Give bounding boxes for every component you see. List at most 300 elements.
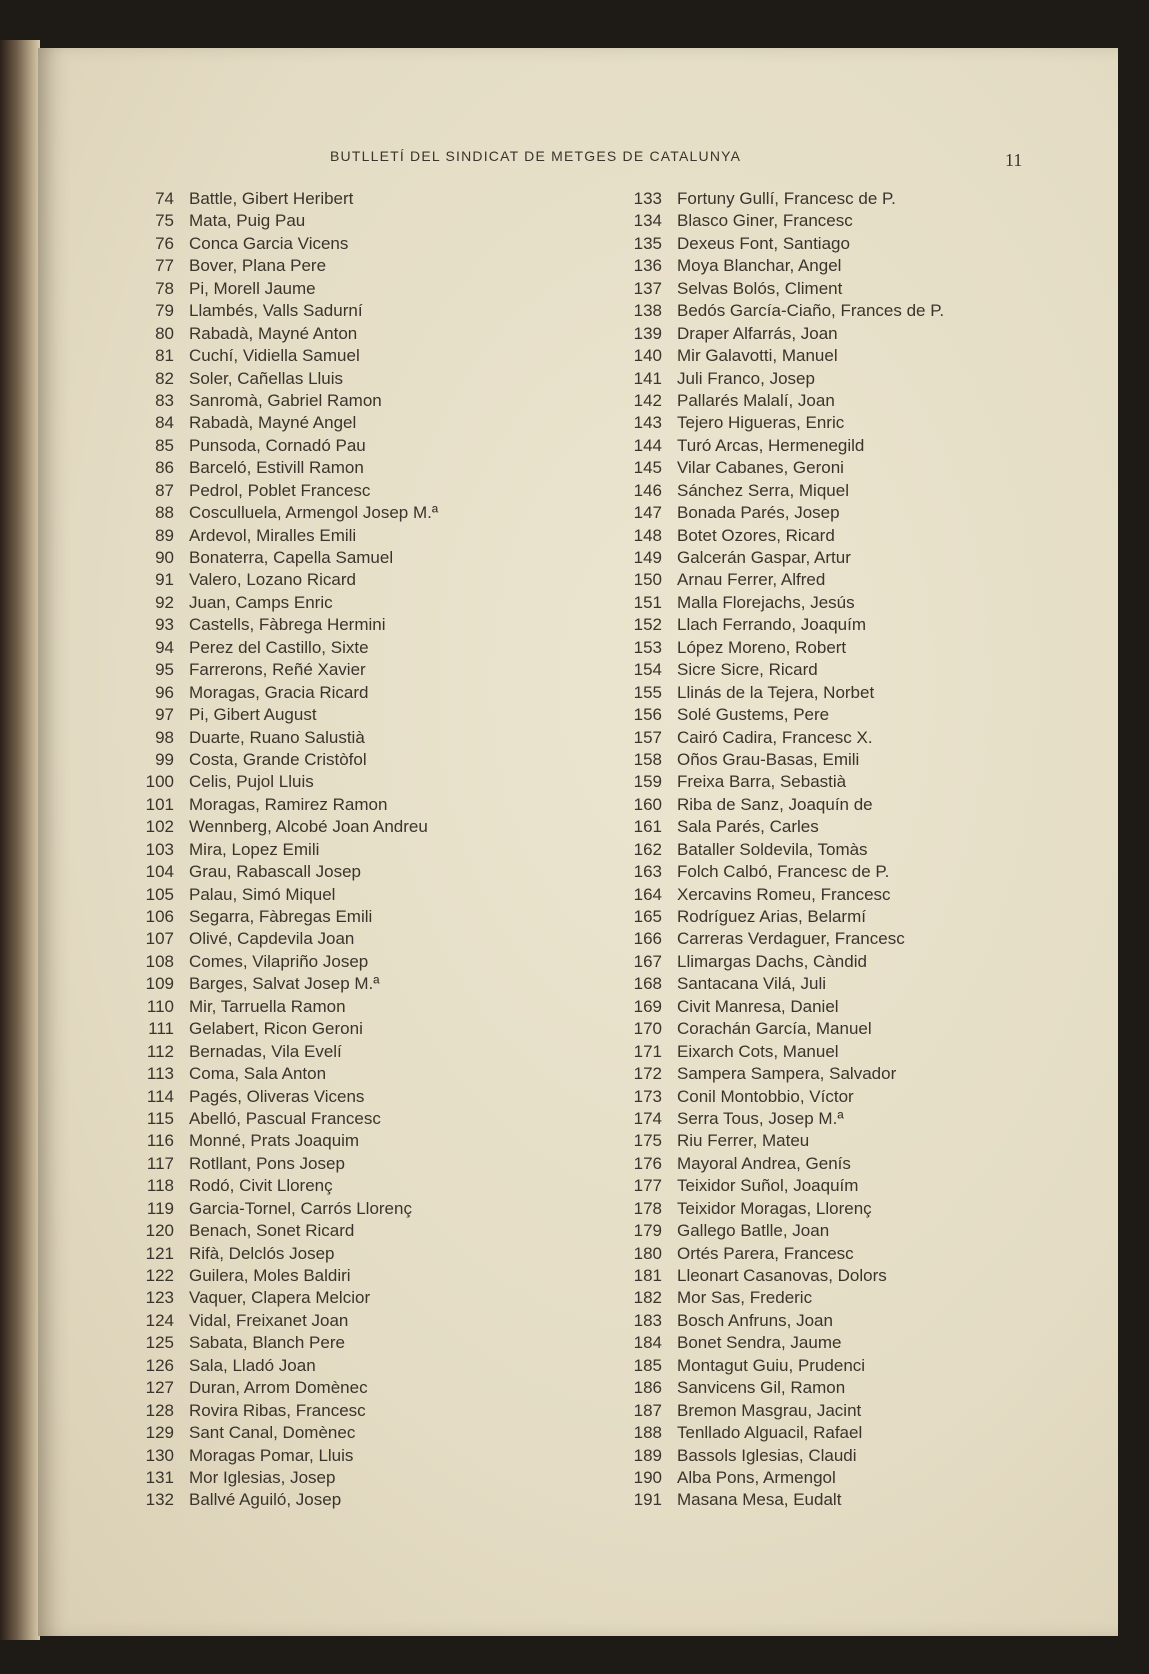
entry-number: 79 — [155, 301, 174, 321]
entry-number: 172 — [633, 1064, 662, 1084]
entry-number: 185 — [633, 1355, 662, 1375]
entry-name: Olivé, Capdevila Joan — [189, 929, 355, 949]
entry-number: 165 — [633, 907, 662, 926]
entry-name: Grau, Rabascall Josep — [189, 862, 361, 882]
entry-name: Pallarés Malalí, Joan — [677, 390, 835, 410]
list-item — [132, 951, 602, 973]
entry-name: Llambés, Valls Sadurní — [189, 301, 363, 321]
entry-number: 162 — [633, 839, 662, 859]
list-item — [132, 771, 602, 793]
list-item — [618, 1265, 1088, 1287]
list-item — [132, 637, 602, 659]
entry-name: Turó Arcas, Hermenegild — [677, 435, 865, 455]
entry-name: Eixarch Cots, Manuel — [677, 1041, 839, 1061]
list-item — [618, 659, 1088, 681]
list-item — [618, 1310, 1088, 1332]
entry-name: Bonet Sendra, Jaume — [677, 1333, 842, 1353]
entry-number: 108 — [145, 951, 174, 971]
list-item — [132, 659, 602, 681]
entry-number: 118 — [146, 1176, 174, 1196]
list-item — [618, 794, 1088, 816]
list-item — [618, 525, 1088, 547]
list-item — [618, 390, 1088, 412]
entry-name: Pedrol, Poblet Francesc — [189, 480, 371, 500]
entry-number: 121 — [145, 1243, 174, 1263]
entry-number: 120 — [145, 1221, 174, 1241]
list-item — [618, 435, 1088, 457]
list-item — [618, 1086, 1088, 1108]
list-item — [618, 502, 1088, 524]
entry-name: Sant Canal, Domènec — [189, 1423, 356, 1443]
entry-name: Rovira Ribas, Francesc — [189, 1400, 366, 1420]
entry-number: 187 — [633, 1400, 662, 1420]
list-item — [618, 592, 1088, 614]
entry-number: 132 — [145, 1490, 174, 1510]
list-item — [132, 1086, 602, 1108]
entry-number: 136 — [633, 256, 662, 276]
list-item — [132, 1467, 602, 1489]
entry-name: Duarte, Ruano Salustià — [189, 727, 365, 747]
entry-number: 181 — [633, 1266, 662, 1285]
entry-name: Celis, Pujol Lluis — [189, 772, 314, 792]
entry-number: 186 — [633, 1378, 662, 1398]
list-item — [132, 1108, 602, 1130]
list-item — [132, 1287, 602, 1309]
list-item — [132, 480, 602, 502]
list-item — [132, 412, 602, 434]
running-header: BUTLLETÍ DEL SINDICAT DE METGES DE CATALUNYA — [330, 148, 742, 164]
list-item — [618, 771, 1088, 793]
entry-number: 157 — [633, 727, 662, 747]
list-item — [132, 1445, 602, 1467]
entry-name: Sala Parés, Carles — [677, 817, 819, 837]
list-item — [132, 1063, 602, 1085]
entry-number: 122 — [145, 1266, 174, 1285]
entry-name: Llinás de la Tejera, Norbet — [677, 682, 875, 702]
entry-name: Rabadà, Mayné Anton — [189, 323, 358, 343]
entry-name: Masana Mesa, Eudalt — [677, 1490, 842, 1510]
entry-name: Bosch Anfruns, Joan — [677, 1310, 833, 1330]
entry-number: 150 — [633, 570, 662, 590]
entry-name: Duran, Arrom Domènec — [189, 1378, 368, 1398]
list-item — [618, 457, 1088, 479]
entry-number: 94 — [155, 637, 174, 657]
entry-name: Segarra, Fàbregas Emili — [189, 907, 373, 926]
list-item — [132, 884, 602, 906]
entry-number: 101 — [145, 794, 174, 814]
list-item — [132, 1377, 602, 1399]
entry-number: 107 — [145, 929, 174, 949]
entry-number: 141 — [633, 368, 662, 388]
entry-number: 134 — [633, 211, 662, 231]
entry-name: Freixa Barra, Sebastià — [677, 772, 847, 792]
entry-number: 143 — [633, 413, 662, 433]
entry-name: Tejero Higueras, Enric — [677, 413, 845, 433]
list-item — [618, 1287, 1088, 1309]
entry-number: 147 — [633, 503, 662, 523]
entry-number: 160 — [633, 794, 662, 814]
list-item — [132, 1310, 602, 1332]
list-item — [132, 928, 602, 950]
entry-number: 164 — [633, 884, 662, 904]
entry-name: Juan, Camps Enric — [189, 592, 333, 612]
list-item — [132, 704, 602, 726]
entry-name: Perez del Castillo, Sixte — [189, 637, 369, 657]
entry-name: Arnau Ferrer, Alfred — [677, 570, 826, 590]
entry-name: Llimargas Dachs, Càndid — [677, 951, 867, 971]
list-item — [132, 323, 602, 345]
entry-number: 176 — [633, 1153, 662, 1173]
entry-name: Mayoral Andrea, Genís — [677, 1153, 851, 1173]
entry-name: Sampera Sampera, Salvador — [677, 1064, 897, 1084]
entry-name: Sanromà, Gabriel Ramon — [189, 390, 382, 410]
right-column-list — [618, 188, 1088, 1512]
entry-name: Ardevol, Miralles Emili — [189, 525, 357, 545]
entry-name: Garcia-Tornel, Carrós Llorenç — [189, 1198, 412, 1218]
entry-name: Ortés Parera, Francesc — [677, 1243, 854, 1263]
list-item — [618, 906, 1088, 928]
entry-number: 163 — [633, 862, 662, 882]
list-item — [618, 1041, 1088, 1063]
entry-name: Vaquer, Clapera Melcior — [189, 1288, 371, 1308]
entry-name: Farrerons, Reñé Xavier — [189, 660, 366, 680]
entry-name: Soler, Cañellas Lluis — [189, 368, 344, 388]
list-item — [132, 278, 602, 300]
list-item — [132, 996, 602, 1018]
entry-name: Montagut Guiu, Prudenci — [677, 1355, 866, 1375]
list-item — [618, 1220, 1088, 1242]
entry-number: 84 — [155, 413, 174, 433]
entry-name: Bonaterra, Capella Samuel — [189, 548, 394, 567]
entry-name: Mor Sas, Frederic — [677, 1288, 813, 1308]
entry-name: Bernadas, Vila Evelí — [189, 1041, 342, 1061]
entry-number: 105 — [145, 884, 174, 904]
page-number: 11 — [1005, 150, 1023, 170]
list-item — [618, 749, 1088, 771]
entry-number: 92 — [155, 592, 174, 612]
list-item — [618, 1489, 1088, 1511]
entry-name: Barges, Salvat Josep M.ª — [189, 974, 380, 994]
entry-name: Teixidor Suñol, Joaquím — [677, 1176, 859, 1196]
entry-number: 88 — [155, 503, 174, 523]
entry-name: Conil Montobbio, Víctor — [677, 1086, 854, 1106]
list-item — [132, 435, 602, 457]
entry-number: 154 — [633, 660, 662, 680]
list-item — [618, 300, 1088, 322]
entry-number: 182 — [633, 1288, 662, 1308]
entry-number: 115 — [146, 1108, 174, 1128]
entry-number: 161 — [633, 817, 662, 837]
list-item — [618, 1400, 1088, 1422]
list-item — [618, 210, 1088, 232]
entry-number: 80 — [155, 323, 174, 343]
entry-number: 109 — [145, 974, 174, 994]
entry-name: Pi, Gibert August — [189, 705, 317, 725]
entry-name: Llach Ferrando, Joaquím — [677, 615, 866, 635]
entry-name: Carreras Verdaguer, Francesc — [677, 929, 905, 949]
list-item — [618, 278, 1088, 300]
list-item — [618, 727, 1088, 749]
entry-name: Mir, Tarruella Ramon — [189, 996, 346, 1016]
entry-name: Xercavins Romeu, Francesc — [677, 884, 891, 904]
list-item — [132, 233, 602, 255]
entry-name: Barceló, Estivill Ramon — [189, 458, 364, 478]
entry-name: Riu Ferrer, Mateu — [677, 1131, 810, 1151]
entry-name: Battle, Gibert Heribert — [189, 189, 354, 208]
entry-name: Folch Calbó, Francesc de P. — [677, 862, 890, 882]
list-item — [132, 1041, 602, 1063]
entry-name: Rodríguez Arias, Belarmí — [677, 907, 866, 926]
list-item — [618, 368, 1088, 390]
entry-name: Coma, Sala Anton — [189, 1064, 327, 1084]
entry-number: 85 — [155, 435, 174, 455]
list-item — [132, 188, 602, 210]
entry-number: 78 — [155, 278, 174, 298]
entry-name: Bedós García-Ciaño, Frances de P. — [677, 301, 945, 321]
entry-name: Riba de Sanz, Joaquín de — [677, 794, 873, 814]
entry-number: 93 — [155, 615, 174, 635]
entry-number: 106 — [145, 907, 174, 926]
entry-name: Sala, Lladó Joan — [189, 1355, 316, 1375]
list-item — [618, 1445, 1088, 1467]
list-item — [618, 1153, 1088, 1175]
list-item — [618, 1243, 1088, 1265]
list-item — [618, 704, 1088, 726]
list-item — [132, 973, 602, 995]
entry-number: 133 — [633, 189, 662, 208]
entry-number: 148 — [633, 525, 662, 545]
entry-number: 114 — [146, 1086, 174, 1106]
entry-name: Cosculluela, Armengol Josep M.ª — [189, 503, 439, 523]
entry-number: 191 — [633, 1490, 662, 1510]
list-item — [132, 794, 602, 816]
list-item — [132, 1198, 602, 1220]
list-item — [618, 188, 1088, 210]
entry-number: 171 — [633, 1041, 662, 1061]
list-item — [618, 547, 1088, 569]
entry-number: 173 — [633, 1086, 662, 1106]
entry-name: Dexeus Font, Santiago — [677, 233, 850, 253]
entry-name: Santacana Vilá, Juli — [677, 974, 827, 994]
entry-name: Mira, Lopez Emili — [189, 839, 320, 859]
entry-name: Moya Blanchar, Angel — [677, 256, 842, 276]
list-item — [132, 345, 602, 367]
entry-number: 103 — [145, 839, 174, 859]
entry-name: Mor Iglesias, Josep — [189, 1467, 336, 1487]
entry-number: 75 — [155, 211, 174, 231]
entry-number: 144 — [633, 435, 662, 455]
list-item — [618, 569, 1088, 591]
entry-name: Conca Garcia Vicens — [189, 233, 349, 253]
list-item — [132, 1422, 602, 1444]
entry-name: Fortuny Gullí, Francesc de P. — [677, 189, 896, 208]
entry-number: 81 — [155, 346, 174, 366]
entry-number: 104 — [145, 862, 174, 882]
entry-name: Gallego Batlle, Joan — [677, 1221, 830, 1241]
entry-number: 152 — [633, 615, 662, 635]
list-item — [618, 412, 1088, 434]
list-item — [132, 210, 602, 232]
entry-number: 87 — [155, 480, 174, 500]
entry-number: 76 — [155, 233, 174, 253]
entry-number: 97 — [155, 705, 174, 725]
entry-name: Juli Franco, Josep — [677, 368, 815, 388]
list-item — [618, 1175, 1088, 1197]
entry-name: Moragas, Gracia Ricard — [189, 682, 369, 702]
list-item — [618, 345, 1088, 367]
entry-number: 117 — [146, 1153, 174, 1173]
entry-name: Civit Manresa, Daniel — [677, 996, 839, 1016]
entry-name: Bataller Soldevila, Tomàs — [677, 839, 868, 859]
list-item — [618, 884, 1088, 906]
entry-number: 83 — [155, 390, 174, 410]
entry-number: 127 — [145, 1378, 174, 1398]
entry-name: Botet Ozores, Ricard — [677, 525, 835, 545]
list-item — [618, 637, 1088, 659]
entry-number: 169 — [633, 996, 662, 1016]
entry-number: 116 — [146, 1131, 174, 1151]
entry-number: 129 — [145, 1423, 174, 1443]
list-item — [618, 861, 1088, 883]
entry-number: 98 — [155, 727, 174, 747]
list-item — [618, 682, 1088, 704]
list-item — [618, 951, 1088, 973]
list-item — [618, 1018, 1088, 1040]
entry-name: Guilera, Moles Baldiri — [189, 1266, 351, 1285]
list-item — [618, 480, 1088, 502]
entry-name: Bremon Masgrau, Jacint — [677, 1400, 862, 1420]
list-item — [618, 1332, 1088, 1354]
entry-number: 177 — [633, 1176, 662, 1196]
entry-name: Malla Florejachs, Jesús — [677, 592, 855, 612]
list-item — [132, 861, 602, 883]
entry-number: 95 — [155, 660, 174, 680]
entry-name: Benach, Sonet Ricard — [189, 1221, 355, 1241]
list-item — [618, 1130, 1088, 1152]
list-item — [618, 1377, 1088, 1399]
entry-name: Mir Galavotti, Manuel — [677, 346, 838, 366]
entry-number: 153 — [633, 637, 662, 657]
entry-name: Bover, Plana Pere — [189, 256, 327, 276]
entry-name: Rifà, Delclós Josep — [189, 1243, 335, 1263]
list-item — [132, 502, 602, 524]
entry-name: Sicre Sicre, Ricard — [677, 660, 818, 680]
entry-number: 175 — [633, 1131, 662, 1151]
entry-number: 184 — [633, 1333, 662, 1353]
list-item — [132, 1265, 602, 1287]
entry-name: Vidal, Freixanet Joan — [189, 1310, 349, 1330]
entry-number: 159 — [633, 772, 662, 792]
entry-name: Serra Tous, Josep M.ª — [677, 1108, 844, 1128]
entry-number: 90 — [155, 548, 174, 567]
list-item — [618, 1467, 1088, 1489]
list-item — [132, 547, 602, 569]
list-item — [132, 1220, 602, 1242]
entry-name: Monné, Prats Joaquim — [189, 1131, 360, 1151]
entry-number: 99 — [155, 749, 174, 769]
entry-name: Ballvé Aguiló, Josep — [189, 1490, 342, 1510]
entry-number: 178 — [633, 1198, 662, 1218]
entry-number: 149 — [633, 548, 662, 567]
list-item — [132, 255, 602, 277]
list-item — [132, 682, 602, 704]
entry-name: Palau, Simó Miquel — [189, 884, 336, 904]
entry-name: Galcerán Gaspar, Artur — [677, 548, 851, 567]
list-item — [618, 816, 1088, 838]
book-binding — [0, 40, 40, 1640]
list-item — [132, 749, 602, 771]
entry-name: Wennberg, Alcobé Joan Andreu — [189, 817, 428, 837]
entry-number: 111 — [148, 1019, 174, 1039]
entry-number: 102 — [145, 817, 174, 837]
list-item — [618, 928, 1088, 950]
list-item — [618, 1355, 1088, 1377]
entry-name: Teixidor Moragas, Llorenç — [677, 1198, 872, 1218]
entry-number: 139 — [633, 323, 662, 343]
entry-number: 112 — [146, 1041, 174, 1061]
entry-number: 100 — [145, 772, 174, 792]
entry-number: 138 — [633, 301, 662, 321]
entry-number: 131 — [145, 1467, 174, 1487]
entry-number: 77 — [155, 256, 174, 276]
entry-number: 190 — [633, 1467, 662, 1487]
list-item — [132, 300, 602, 322]
entry-number: 145 — [633, 458, 662, 478]
entry-name: Pi, Morell Jaume — [189, 278, 316, 298]
list-item — [618, 255, 1088, 277]
entry-number: 146 — [633, 480, 662, 500]
list-item — [132, 368, 602, 390]
entry-name: Sánchez Serra, Miquel — [677, 480, 849, 500]
entry-name: Comes, Vilapriño Josep — [189, 951, 369, 971]
entry-name: Bassols Iglesias, Claudi — [677, 1445, 857, 1465]
list-item — [132, 592, 602, 614]
entry-number: 188 — [633, 1423, 662, 1443]
entry-name: Pagés, Oliveras Vicens — [189, 1086, 365, 1106]
list-item — [618, 233, 1088, 255]
entry-number: 168 — [633, 974, 662, 994]
entry-name: Abelló, Pascual Francesc — [189, 1108, 381, 1128]
entry-number: 82 — [155, 368, 174, 388]
entry-name: Sanvicens Gil, Ramon — [677, 1378, 846, 1398]
entry-number: 151 — [633, 592, 662, 612]
entry-number: 140 — [633, 346, 662, 366]
entry-name: Rabadà, Mayné Angel — [189, 413, 357, 433]
list-item — [132, 1175, 602, 1197]
entry-number: 123 — [145, 1288, 174, 1308]
entry-name: Costa, Grande Cristòfol — [189, 749, 367, 769]
entry-name: Cuchí, Vidiella Samuel — [189, 346, 360, 366]
entry-number: 179 — [633, 1221, 662, 1241]
list-item — [132, 1332, 602, 1354]
entry-name: Rotllant, Pons Josep — [189, 1153, 345, 1173]
entry-name: Moragas, Ramirez Ramon — [189, 794, 388, 814]
entry-name: Bonada Parés, Josep — [677, 503, 840, 523]
entry-name: Selvas Bolós, Climent — [677, 278, 843, 298]
list-item — [132, 457, 602, 479]
list-item — [132, 525, 602, 547]
list-item — [132, 1153, 602, 1175]
entry-name: Tenllado Alguacil, Rafael — [677, 1423, 863, 1443]
entry-name: Lleonart Casanovas, Dolors — [677, 1266, 887, 1285]
list-item — [132, 1355, 602, 1377]
list-item — [618, 839, 1088, 861]
list-item — [132, 727, 602, 749]
list-item — [132, 1130, 602, 1152]
entry-number: 89 — [155, 525, 174, 545]
entry-number: 110 — [146, 996, 174, 1016]
list-item — [132, 390, 602, 412]
